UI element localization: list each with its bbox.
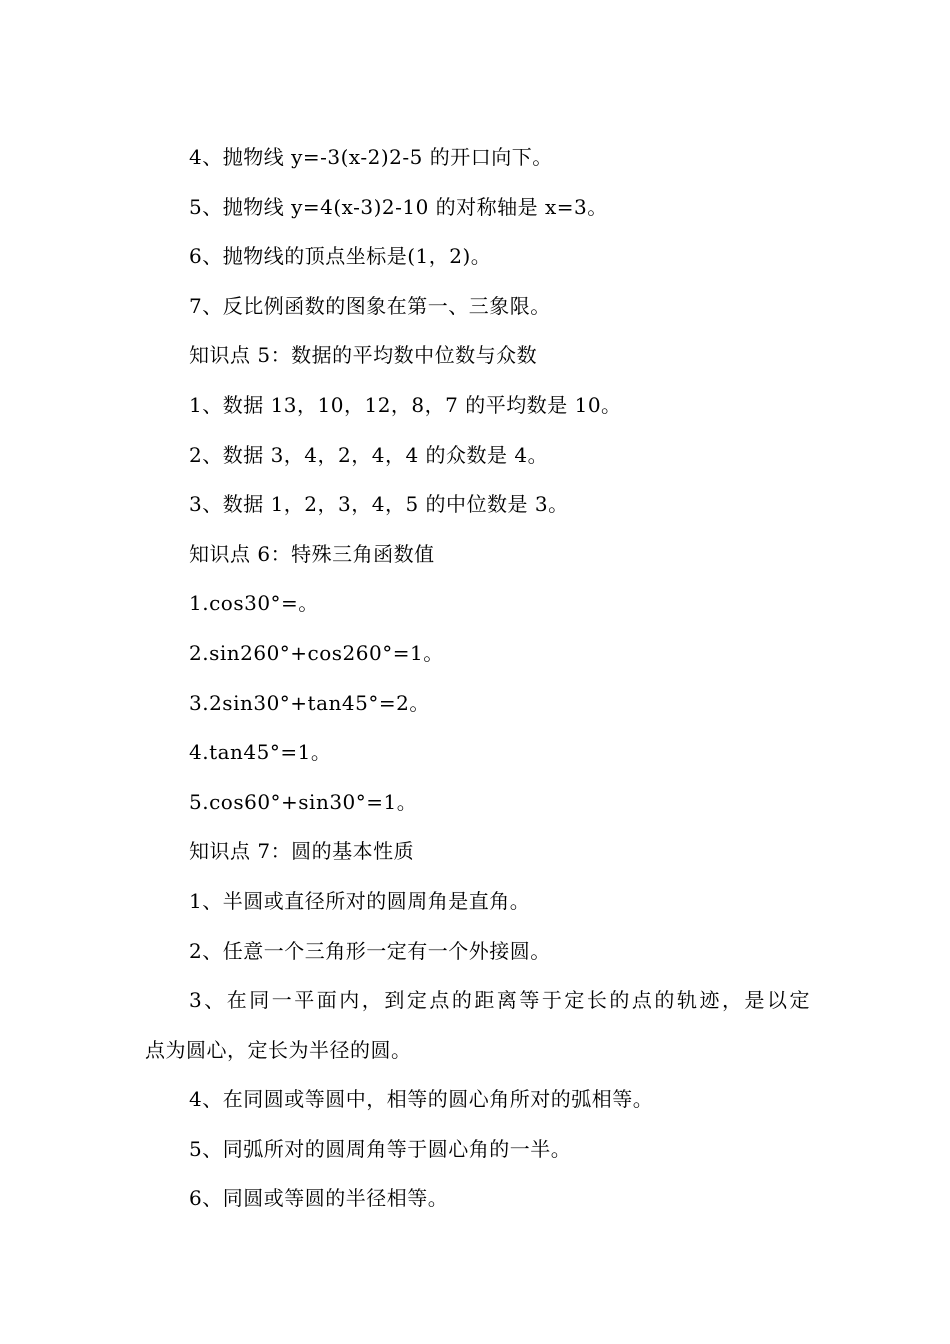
section-heading: 知识点 6：特殊三角函数值 (189, 541, 435, 566)
section-heading: 知识点 5：数据的平均数中位数与众数 (189, 343, 538, 368)
text-line: 1.cos30°=。 (189, 591, 319, 616)
text-line: 6、同圆或等圆的半径相等。 (189, 1186, 449, 1211)
text-line: 5.cos60°+sin30°=1。 (189, 789, 418, 814)
text-line: 3.2sin30°+tan45°=2。 (189, 690, 430, 715)
text-line: 5、抛物线 y=4(x-3)2-10 的对称轴是 x=3。 (189, 194, 608, 219)
text-line: 1、数据 13，10，12，8，7 的平均数是 10。 (189, 392, 622, 417)
section-heading: 知识点 7：圆的基本性质 (189, 839, 415, 864)
text-line: 4.tan45°=1。 (189, 740, 332, 765)
text-line: 5、同弧所对的圆周角等于圆心角的一半。 (189, 1136, 572, 1161)
text-line: 2、任意一个三角形一定有一个外接圆。 (189, 938, 551, 963)
text-line: 6、抛物线的顶点坐标是(1，2)。 (189, 244, 492, 269)
text-line: 2、数据 3，4，2，4，4 的众数是 4。 (189, 442, 549, 467)
text-line: 3、数据 1，2，3，4，5 的中位数是 3。 (189, 492, 569, 517)
text-line: 1、半圆或直径所对的圆周角是直角。 (189, 888, 531, 913)
text-line-continuation: 点为圆心，定长为半径的圆。 (145, 1037, 412, 1062)
text-line: 4、在同圆或等圆中，相等的圆心角所对的弧相等。 (189, 1087, 654, 1112)
text-line: 4、抛物线 y=-3(x-2)2-5 的开口向下。 (189, 145, 553, 169)
text-line: 7、反比例函数的图象在第一、三象限。 (189, 293, 551, 318)
text-line: 2.sin260°+cos260°=1。 (189, 640, 444, 665)
text-line: 3、在同一平面内，到定点的距离等于定长的点的轨迹，是以定 (189, 988, 810, 1013)
document-body (145, 133, 810, 1224)
